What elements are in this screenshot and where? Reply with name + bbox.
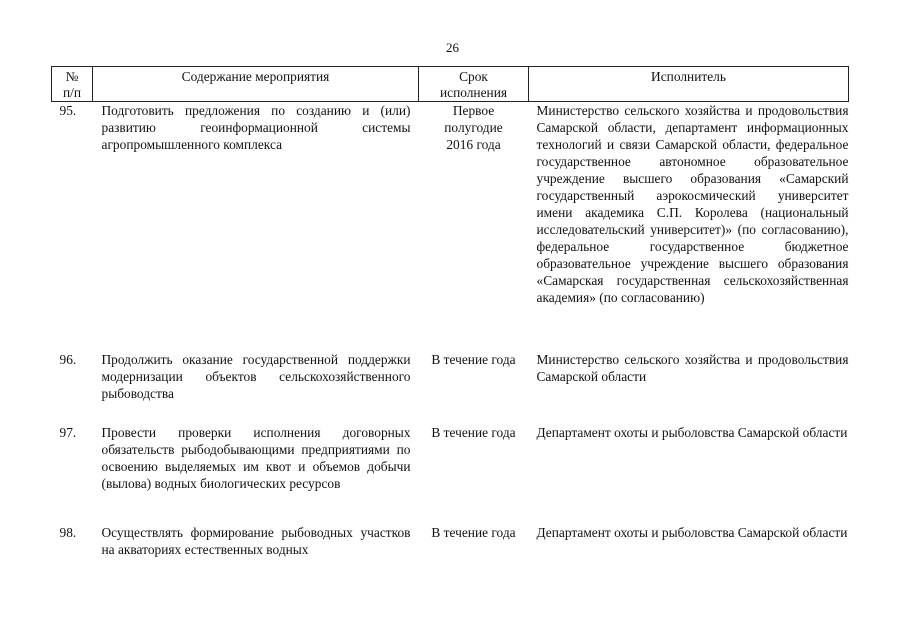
measures-table xyxy=(51,66,849,564)
row-executor: Министерство сельского хозяйства и продовольствия Самарской области xyxy=(536,352,849,384)
header-number xyxy=(52,67,93,102)
row-number: 96. xyxy=(59,352,77,367)
row-executor: Департамент охоты и рыболовства Самарской области xyxy=(536,525,848,540)
header-number-line1: № xyxy=(65,69,79,84)
table-row xyxy=(52,524,849,564)
table-row xyxy=(52,102,849,352)
header-term-line2: исполнения xyxy=(439,85,508,100)
header-content: Содержание мероприятия xyxy=(93,67,419,102)
row-term-line: полугодие xyxy=(444,120,503,135)
row-term: В течение года xyxy=(431,352,516,367)
header-term-line1: Срок xyxy=(459,69,488,84)
table-row xyxy=(52,424,849,524)
header-number-line2: п/п xyxy=(62,85,82,100)
header-term xyxy=(419,67,529,102)
row-term-line: 2016 года xyxy=(446,137,501,152)
row-content: Подготовить предложения по созданию и (или) развитию геоинформационной системы агропромышленного комплекса xyxy=(101,103,411,152)
row-content: Продолжить оказание государственной поддержки модернизации объектов сельскохозяйственного рыбоводства xyxy=(101,352,411,401)
row-term: В течение года xyxy=(431,525,516,540)
row-term-line: Первое xyxy=(452,103,495,118)
row-content: Провести проверки исполнения договорных обязательств рыбодобывающими предприятиями по освоению выделяемых им квот и объемов добычи (вылова) водных биологических ресурсов xyxy=(101,425,411,491)
row-number: 97. xyxy=(59,425,77,440)
row-executor: Департамент охоты и рыболовства Самарской области xyxy=(536,425,848,440)
row-term: В течение года xyxy=(431,425,516,440)
table-header-row xyxy=(52,67,849,102)
row-number: 95. xyxy=(59,103,77,118)
row-number: 98. xyxy=(59,525,77,540)
row-content: Осуществлять формирование рыбоводных участков на акваториях естественных водных xyxy=(101,525,411,557)
header-executor: Исполнитель xyxy=(529,67,849,102)
row-executor: Министерство сельского хозяйства и продовольствия Самарской области, департамент информационных технологий и связи Самарской области, федеральное государственное автономное образовательное учреждение высшего образования «Самарский государственный аэрокосмический университет имени академика С.П. Королева (национальный исследовательский университет)» (по согласованию), федеральное государственное бюджетное образовательное учреждение высшего образования «Самарская государственная сельскохозяйственная академия» (по согласованию) xyxy=(536,103,849,305)
row-term xyxy=(419,102,529,352)
table-row xyxy=(52,351,849,424)
page-number: 26 xyxy=(446,40,459,55)
